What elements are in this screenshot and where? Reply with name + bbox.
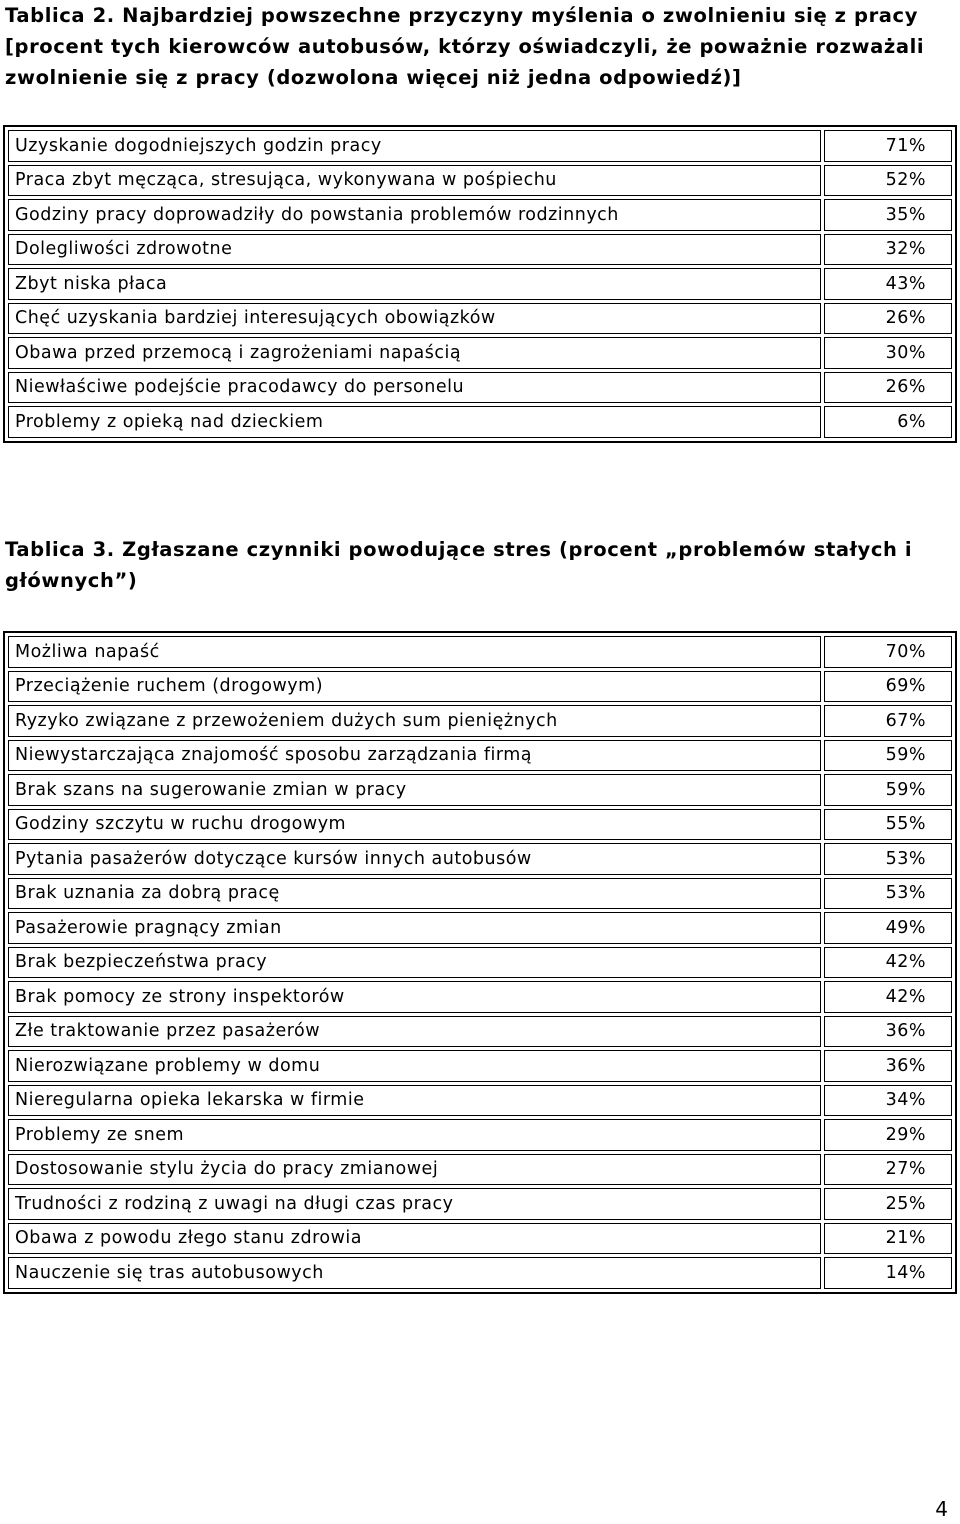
row-value: 43% — [824, 268, 952, 300]
table2-caption: Tablica 2. Najbardziej powszechne przyczyny myślenia o zwolnieniu się z pracy [procent tych kierowców autobusów, którzy oświadczyli, że poważnie rozważali zwolnienie się z pracy (dozwolona więcej niż jedna odpowiedź)] — [5, 4, 925, 89]
row-value: 71% — [824, 130, 952, 162]
table-row — [8, 1016, 952, 1048]
table-row — [8, 337, 952, 369]
table-row — [8, 809, 952, 841]
row-value: 6% — [824, 406, 952, 438]
row-label: Obawa z powodu złego stanu zdrowia — [8, 1223, 821, 1255]
table-row — [8, 1154, 952, 1186]
table-row — [8, 1257, 952, 1289]
table-row — [8, 1050, 952, 1082]
table-row — [8, 234, 952, 266]
row-value: 67% — [824, 705, 952, 737]
table-row — [8, 912, 952, 944]
row-label: Brak uznania za dobrą pracę — [8, 878, 821, 910]
row-value: 42% — [824, 981, 952, 1013]
table-row — [8, 705, 952, 737]
row-value: 42% — [824, 947, 952, 979]
row-label: Problemy ze snem — [8, 1119, 821, 1151]
row-label: Złe traktowanie przez pasażerów — [8, 1016, 821, 1048]
row-label: Zbyt niska płaca — [8, 268, 821, 300]
row-value: 29% — [824, 1119, 952, 1151]
table2 — [3, 125, 957, 443]
row-value: 32% — [824, 234, 952, 266]
row-value: 14% — [824, 1257, 952, 1289]
table-row — [8, 303, 952, 335]
table-row — [8, 199, 952, 231]
row-value: 36% — [824, 1016, 952, 1048]
row-value: 21% — [824, 1223, 952, 1255]
table-row — [8, 1188, 952, 1220]
table-row — [8, 268, 952, 300]
row-label: Uzyskanie dogodniejszych godzin pracy — [8, 130, 821, 162]
row-label: Brak pomocy ze strony inspektorów — [8, 981, 821, 1013]
table-row — [8, 774, 952, 806]
table-row — [8, 843, 952, 875]
row-value: 25% — [824, 1188, 952, 1220]
row-value: 53% — [824, 843, 952, 875]
row-value: 26% — [824, 372, 952, 404]
table-row — [8, 878, 952, 910]
row-label: Praca zbyt męcząca, stresująca, wykonywana w pośpiechu — [8, 165, 821, 197]
row-value: 30% — [824, 337, 952, 369]
row-label: Przeciążenie ruchem (drogowym) — [8, 671, 821, 703]
row-label: Godziny pracy doprowadziły do powstania problemów rodzinnych — [8, 199, 821, 231]
row-label: Nierozwiązane problemy w domu — [8, 1050, 821, 1082]
row-value: 70% — [824, 636, 952, 668]
row-value: 55% — [824, 809, 952, 841]
row-label: Możliwa napaść — [8, 636, 821, 668]
row-label: Brak bezpieczeństwa pracy — [8, 947, 821, 979]
row-value: 27% — [824, 1154, 952, 1186]
row-value: 34% — [824, 1085, 952, 1117]
row-value: 69% — [824, 671, 952, 703]
row-label: Trudności z rodziną z uwagi na długi czas pracy — [8, 1188, 821, 1220]
table-row — [8, 1119, 952, 1151]
table-row — [8, 981, 952, 1013]
row-value: 53% — [824, 878, 952, 910]
row-label: Nauczenie się tras autobusowych — [8, 1257, 821, 1289]
row-label: Niewłaściwe podejście pracodawcy do personelu — [8, 372, 821, 404]
row-value: 36% — [824, 1050, 952, 1082]
row-label: Obawa przed przemocą i zagrożeniami napaścią — [8, 337, 821, 369]
row-value: 49% — [824, 912, 952, 944]
table-row — [8, 636, 952, 668]
row-value: 59% — [824, 774, 952, 806]
row-value: 35% — [824, 199, 952, 231]
table3-caption: Tablica 3. Zgłaszane czynniki powodujące stres (procent „problemów stałych i głównych”) — [5, 538, 913, 592]
table-row — [8, 671, 952, 703]
row-value: 59% — [824, 740, 952, 772]
table-row — [8, 130, 952, 162]
row-label: Chęć uzyskania bardziej interesujących obowiązków — [8, 303, 821, 335]
row-label: Dolegliwości zdrowotne — [8, 234, 821, 266]
table-row — [8, 1223, 952, 1255]
row-label: Dostosowanie stylu życia do pracy zmianowej — [8, 1154, 821, 1186]
page-number: 4 — [935, 1497, 948, 1521]
row-label: Pytania pasażerów dotyczące kursów innych autobusów — [8, 843, 821, 875]
table-row — [8, 165, 952, 197]
row-label: Godziny szczytu w ruchu drogowym — [8, 809, 821, 841]
row-value: 52% — [824, 165, 952, 197]
table3 — [3, 631, 957, 1294]
row-value: 26% — [824, 303, 952, 335]
row-label: Niewystarczająca znajomość sposobu zarządzania firmą — [8, 740, 821, 772]
table-row — [8, 740, 952, 772]
table-row — [8, 947, 952, 979]
table-row — [8, 1085, 952, 1117]
table-row — [8, 406, 952, 438]
table-row — [8, 372, 952, 404]
row-label: Brak szans na sugerowanie zmian w pracy — [8, 774, 821, 806]
row-label: Nieregularna opieka lekarska w firmie — [8, 1085, 821, 1117]
row-label: Ryzyko związane z przewożeniem dużych sum pieniężnych — [8, 705, 821, 737]
row-label: Problemy z opieką nad dzieckiem — [8, 406, 821, 438]
row-label: Pasażerowie pragnący zmian — [8, 912, 821, 944]
